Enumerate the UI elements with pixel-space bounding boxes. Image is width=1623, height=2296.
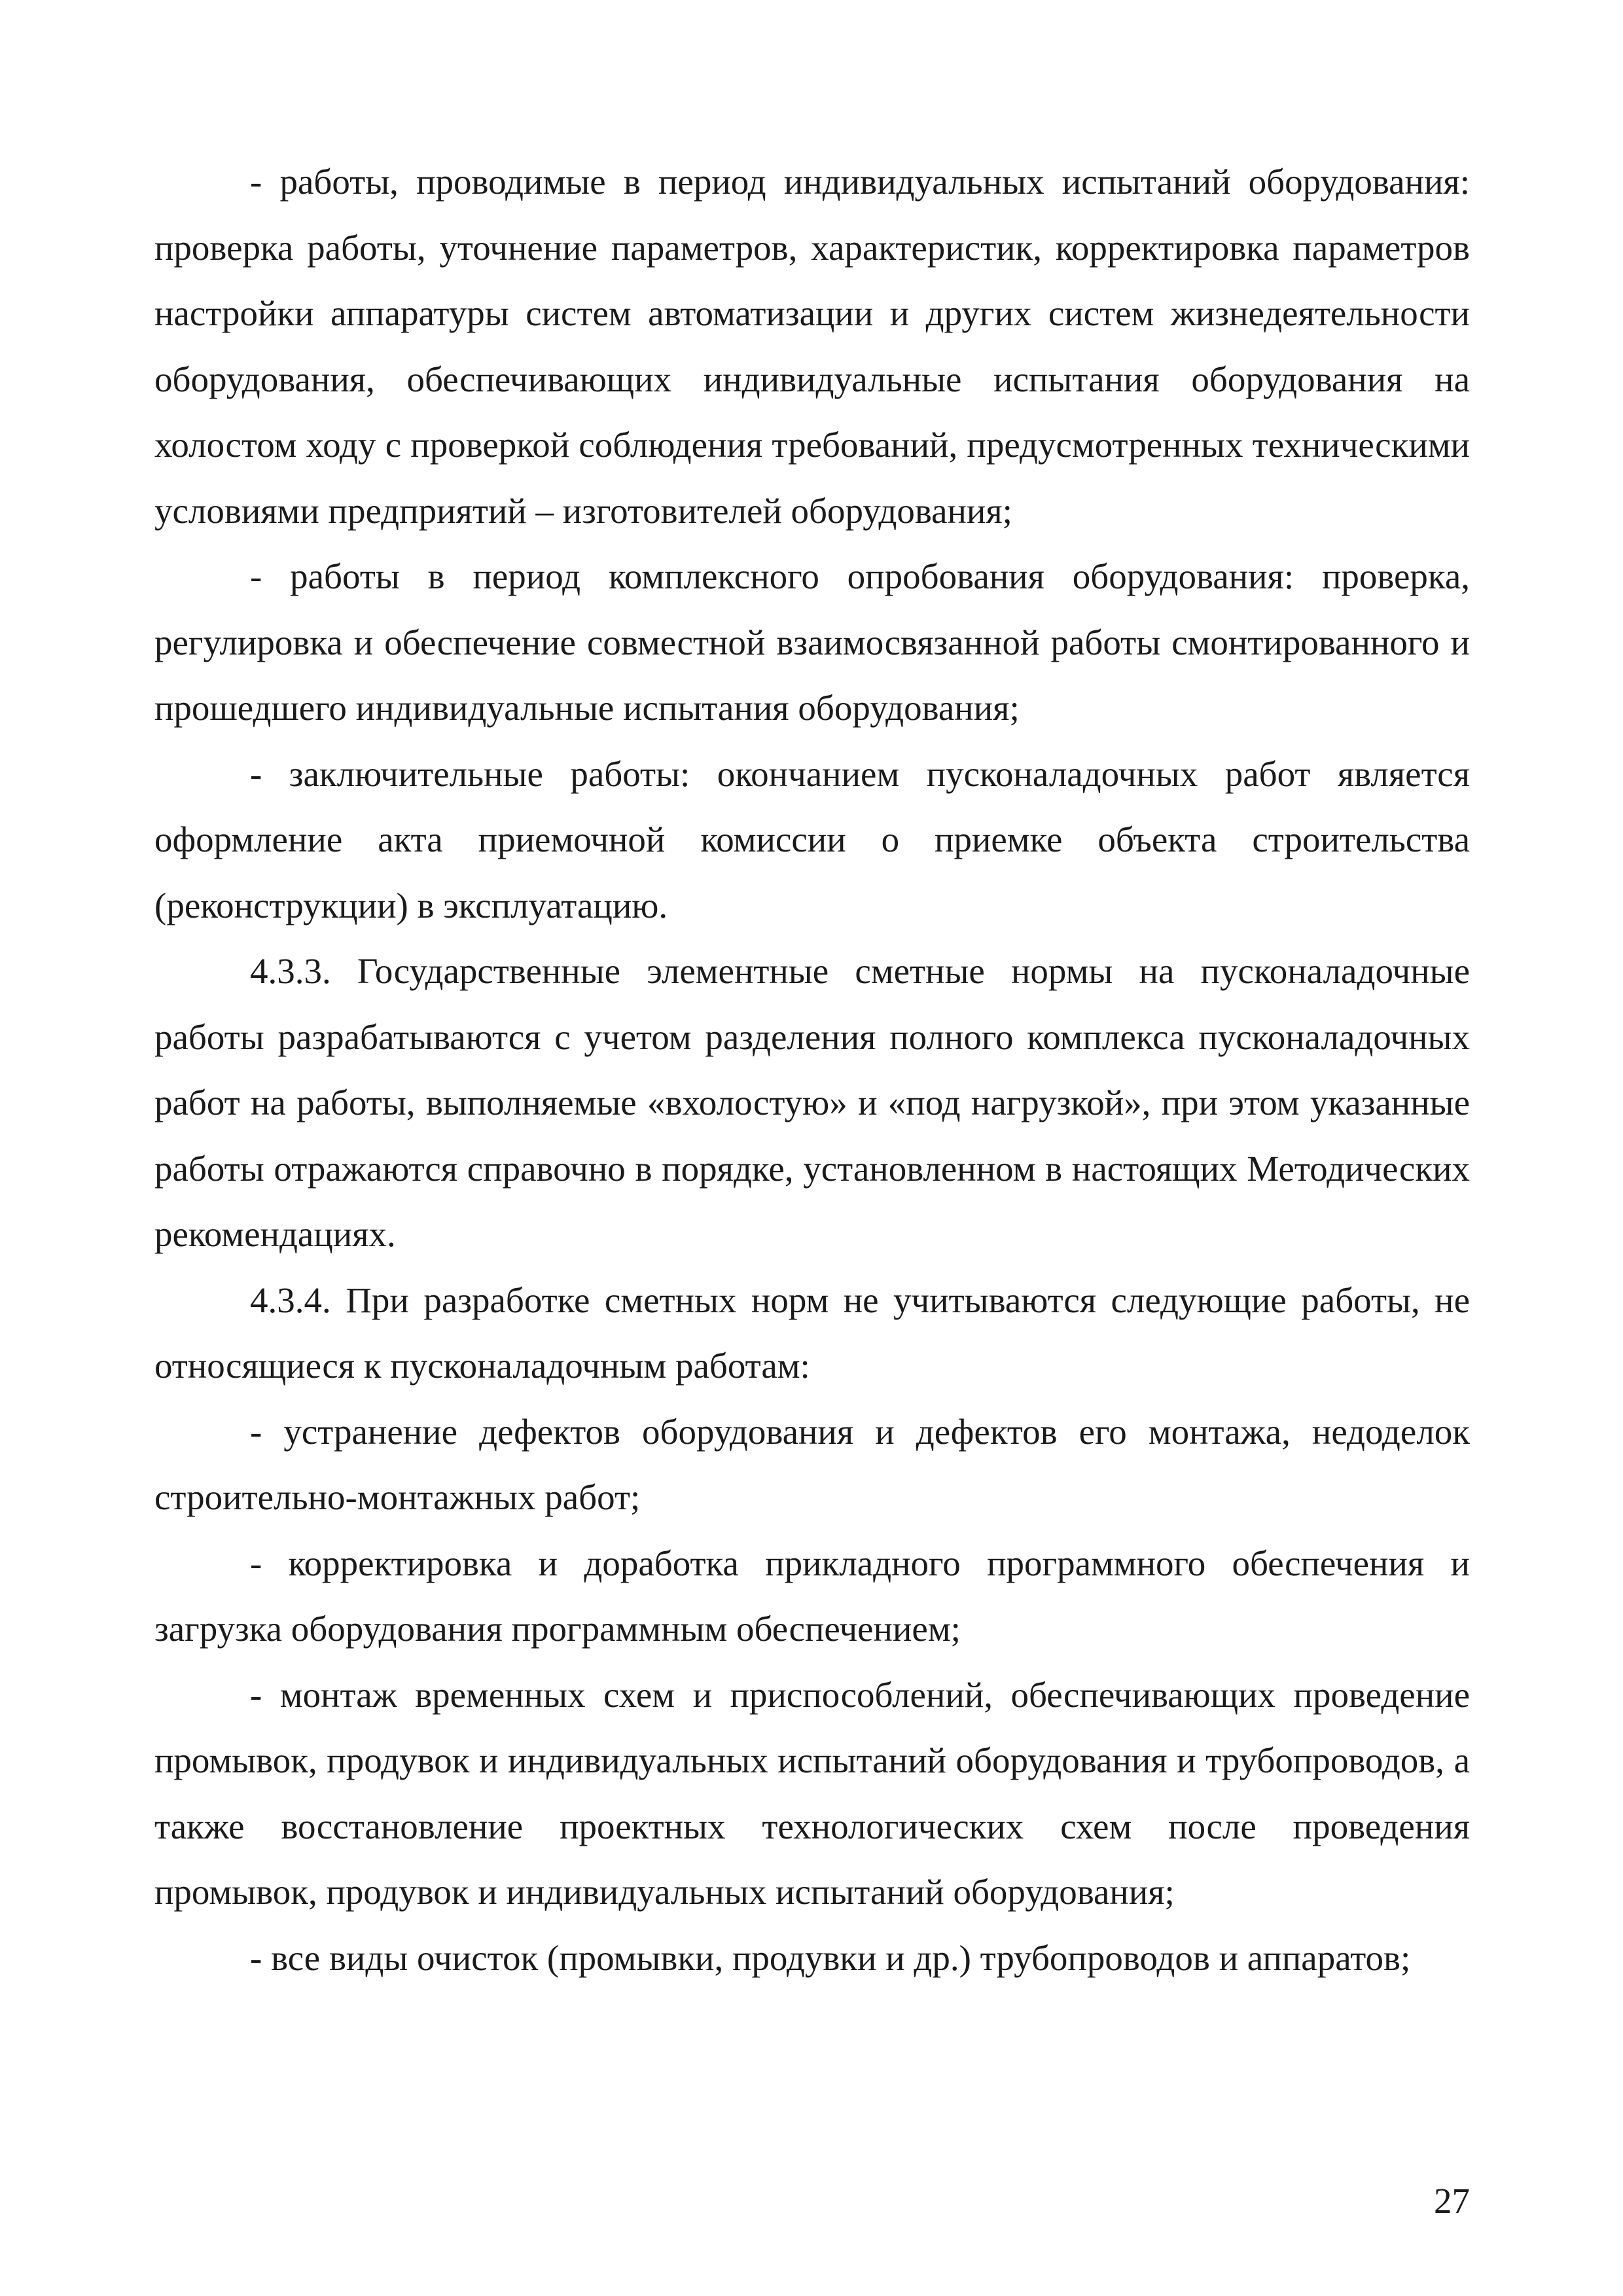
paragraph-individual-tests: - работы, проводимые в период индивидуальных испытаний оборудования: проверка работы, уточнение параметров, характеристик, корректировка параметров настройки аппаратуры систем автоматизации и других систем жизнедеятельности оборудования, обеспечивающих индивидуальные испытания оборудования на холостом ходу с проверкой соблюдения требований, предусмотренных техническими условиями предприятий – изготовителей оборудования; (154, 162, 1470, 531)
list-item-defects: - устранение дефектов оборудования и дефектов его монтажа, недоделок строительно-монтажных работ; (154, 1411, 1470, 1517)
page-number: 27 (1434, 2181, 1470, 2221)
body-text (154, 149, 1470, 1991)
list-item-cleaning: - все виды очисток (промывки, продувки и др.) трубопроводов и аппаратов; (250, 1937, 1411, 1978)
paragraph-final-works: - заключительные работы: окончанием пусконаладочных работ является оформление акта приемочной комиссии о приемке объекта строительства (реконструкции) в эксплуатацию. (154, 753, 1470, 925)
list-item-software: - корректировка и доработка прикладного программного обеспечения и загрузка оборудования программным обеспечением; (154, 1543, 1470, 1649)
paragraph-complex-testing: - работы в период комплексного опробования оборудования: проверка, регулировка и обеспечение совместной взаимосвязанной работы смонтированного и прошедшего индивидуальные испытания оборудования; (154, 556, 1470, 728)
paragraph-4-3-4: 4.3.4. При разработке сметных норм не учитываются следующие работы, не относящиеся к пусконаладочным работам: (154, 1280, 1470, 1386)
list-item-temporary-schemes: - монтаж временных схем и приспособлений, обеспечивающих проведение промывок, продувок и индивидуальных испытаний оборудования и трубопроводов, а также восстановление проектных технологических схем после проведения промывок, продувок и индивидуальных испытаний оборудования; (154, 1674, 1470, 1912)
paragraph-4-3-3: 4.3.3. Государственные элементные сметные нормы на пусконаладочные работы разрабатываются с учетом разделения полного комплекса пусконаладочных работ на работы, выполняемые «вхолостую» и «под нагрузкой», при этом указанные работы отражаются справочно в порядке, установленном в настоящих Методических рекомендациях. (154, 951, 1470, 1254)
